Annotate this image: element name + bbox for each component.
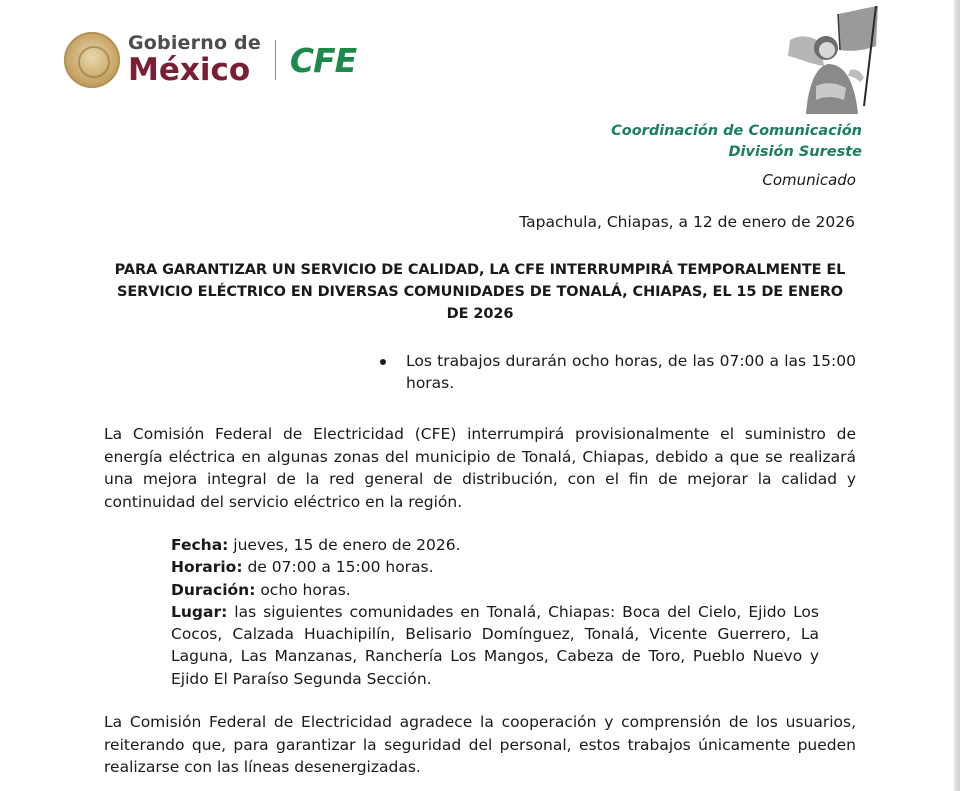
- detail-fecha: [171, 534, 819, 556]
- office-line2: División Sureste: [728, 144, 862, 160]
- lugar-value: las siguientes comunidades en Tonalá, Chiapas: Boca del Cielo, Ejido Los Cocos, Calzada Huachipilín, Belisario Domínguez, Tonalá, Vicente Guerrero, La Laguna, Las Manzanas, Ranchería Los Mangos, Cabeza de Toro, Pueblo Nuevo y Ejido El Paraíso Segunda Sección.: [171, 602, 819, 688]
- gobierno-line1: Gobierno de: [128, 32, 261, 54]
- detail-lugar: [171, 601, 819, 690]
- headline: PARA GARANTIZAR UN SERVICIO DE CALIDAD, LA CFE INTERRUMPIRÁ TEMPORALMENTE EL SERVICIO ELÉCTRICO EN DIVERSAS COMUNIDADES DE TONALÁ, CHIAPAS, EL 15 DE ENERO DE 2026: [114, 262, 846, 322]
- document-type: Comunicado: [762, 171, 856, 189]
- gobierno-line2: México: [128, 52, 251, 88]
- dateline: Tapachula, Chiapas, a 12 de enero de 2026: [519, 213, 855, 231]
- lugar-label: Lugar:: [171, 602, 228, 621]
- intro-paragraph: La Comisión Federal de Electricidad (CFE) interrumpirá provisionalmente el suministro de energía eléctrica en algunas zonas del municipio de Tonalá, Chiapas, debido a que se realizará una mejora integral de la red general de distribución, con el fin de mejorar la calidad y continuidad del servicio eléctrico en la región.: [104, 425, 856, 511]
- duracion-value: ocho horas.: [255, 580, 351, 599]
- coat-of-arms-seal-icon: [64, 32, 120, 88]
- duracion-label: Duración:: [171, 580, 256, 599]
- gobierno-de-mexico-logo: [128, 34, 261, 86]
- bullet-dot-icon: [380, 359, 386, 365]
- fecha-value: jueves, 15 de enero de 2026.: [228, 536, 461, 554]
- detail-horario: [171, 556, 819, 578]
- fecha-label: Fecha:: [171, 536, 229, 554]
- page-edge-shadow: [954, 0, 960, 791]
- header-logos: [64, 30, 356, 90]
- office-line1: Coordinación de Comunicación: [611, 123, 862, 139]
- details-block: [171, 534, 819, 690]
- office-name: [611, 121, 862, 163]
- horario-label: Horario:: [171, 558, 243, 577]
- detail-duracion: [171, 579, 819, 601]
- logo-divider: [275, 40, 276, 80]
- bullet-list: [375, 350, 856, 394]
- bullet-item: Los trabajos durarán ocho horas, de las 07:00 a las 15:00 horas.: [406, 352, 856, 392]
- horario-value: de 07:00 a 15:00 horas.: [242, 558, 434, 577]
- woman-with-flag-illustration-icon: [780, 6, 880, 114]
- closing-paragraph: La Comisión Federal de Electricidad agradece la cooperación y comprensión de los usuarios, reiterando que, para garantizar la seguridad del personal, estos trabajos únicamente pueden realizarse con las líneas desenergizadas.: [104, 713, 856, 776]
- cfe-logo: CFE: [289, 40, 357, 80]
